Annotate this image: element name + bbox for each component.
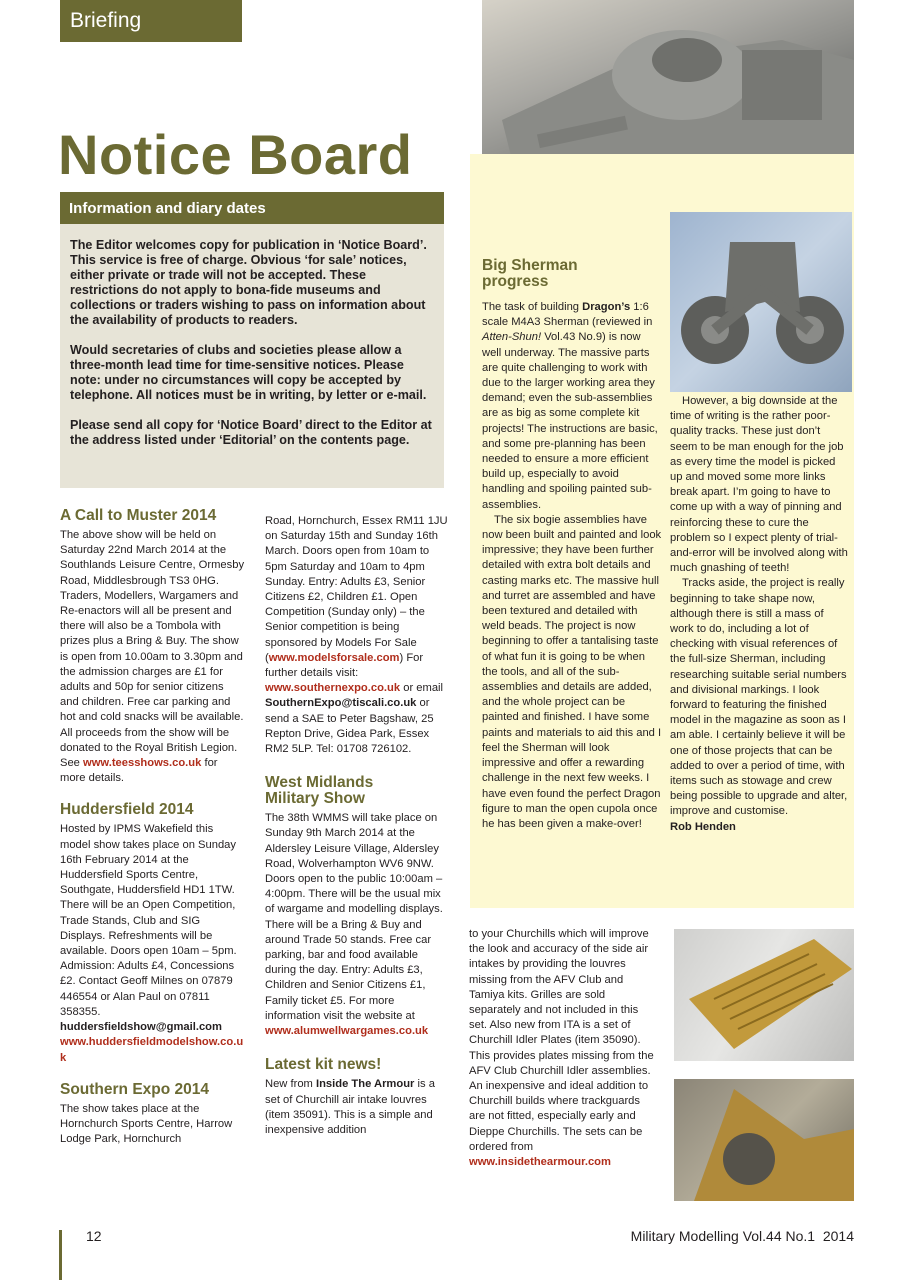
notice-box bbox=[60, 192, 444, 488]
page-number: 12 bbox=[86, 1228, 102, 1244]
modelsforsale-link[interactable]: www.modelsforsale.com bbox=[268, 651, 400, 664]
kit-text bbox=[265, 1077, 450, 1138]
text: is a set of Churchill air intake louvres (item 35091). This is a simple and inexpensive addition bbox=[265, 1078, 435, 1136]
louvres-photo bbox=[674, 929, 854, 1061]
footer-bar bbox=[59, 1230, 62, 1280]
notice-paragraph: Please send all copy for ‘Notice Board’ direct to the Editor at the address listed under ‘Editorial’ on the contents page. bbox=[70, 418, 432, 447]
notice-paragraph: Would secretaries of clubs and societies please allow a three-month lead time for time-sensitive notices. Please note: under no circumstances will copy be accepted by telephone. All notices must be in writing, by letter or e-mail. bbox=[70, 343, 427, 402]
text: or send a SAE to Peter Bagshaw, 25 Repton Drive, Gidea Park, Essex RM2 5LP. Tel: 01708 726102. bbox=[265, 697, 434, 756]
wmms-title: West Midlands Military Show bbox=[265, 774, 374, 808]
notice-header: Information and diary dates bbox=[60, 192, 444, 224]
text: 1:6 scale M4A3 Sherman (reviewed in bbox=[482, 301, 653, 329]
magazine-ref: Atten-Shun! bbox=[482, 331, 542, 344]
text: ) For further details visit: bbox=[265, 651, 424, 680]
brand-dragon: Dragon’s bbox=[582, 301, 631, 313]
sherman-paragraph-4: Tracks aside, the project is really beginning to take shape now, although there is still a mass of work to do, including a lot of checking with visual references of the full-size Sherman, including researching suitable serial numbers and divisional markings. I look forward to featuring the finished model in the magazine as soon as I am able. I certainly believe it will be one of those projects that can be added to over a period of time, with items such as stowage and crew being possible to upgrade and alter, improve and customise. bbox=[670, 577, 848, 818]
text: Vol.43 No.9) is now well underway. The massive parts are quite challenging to work with due to the larger working area they demand; even the sub-assemblies are as big as some complete kit projects! The instructions are basic, and some pre-planning has been needed to ensure a more efficient build up, especially to avoid handling and spoiling painted sub-assemblies. bbox=[482, 331, 658, 511]
kit-news-column bbox=[469, 927, 654, 1170]
inside-the-armour-brand: Inside The Armour bbox=[315, 1078, 415, 1091]
text: Road, Hornchurch, Essex RM11 1JU on Saturday 15th and Sunday 16th March. Doors open from 10am to 5pm Saturday and 10am to 4pm Sunday. Entry: Adults £3, Senior Citizens £2, Children £1. Open Competition (Sunday only) – the Senior competition is being sponsored by Models For Sale ( bbox=[265, 515, 448, 664]
louvres-illustration bbox=[674, 929, 854, 1061]
sherman-title: Big Sherman progress bbox=[482, 257, 578, 290]
huddersfield-email[interactable]: huddersfieldshow@gmail.com bbox=[60, 1021, 222, 1034]
notice-paragraph: The Editor welcomes copy for publication in ‘Notice Board’. This service is free of charge. Obvious ‘for sale’ notices, either private or trade will not be accepted. These restrictions do not apply to bona-fide museums and collections or traders wishing to pass on information about the availability of products to readers. bbox=[70, 238, 427, 327]
southern-title: Southern Expo 2014 bbox=[60, 1080, 210, 1098]
text: The above show will be held on Saturday 22nd March 2014 at the Southlands Leisure Centre, Ormesby Road, Middlesbrough TS3 0HG. Traders, Modellers, Wargamers and Re-enactors will all be present and there will also be a Tombola with prizes plus a Bring & Buy. The show is open from 10.00am to 3.30pm and the admission charges are £1 for adults and 50p for senior citizens and children. Free car parking and hot and cold snacks will be available. All proceeds from the show will be donated to the Royal British Legion. See bbox=[60, 529, 245, 770]
muster-title: A Call to Muster 2014 bbox=[60, 507, 217, 524]
sherman-paragraph-3: However, a big downside at the time of writing is the rather poor-quality tracks. These just don’t seem to be man enough for the job as every time the model is picked up and moved some more links break apart. I’m going to have to come up with a way of pinning and reinforcing these to cure the problem so I expect plenty of trial-and-error will be involved along with much gnashing of teeth! bbox=[670, 395, 848, 575]
southern-text-continued bbox=[265, 514, 450, 757]
southern-text: The show takes place at the Hornchurch Sports Centre, Harrow Lodge Park, Hornchurch bbox=[60, 1102, 233, 1146]
kit-text-continued: to your Churchills which will improve the look and accuracy of the side air intakes by providing the louvres missing from the AFV Club and Tamiya kits. Grilles are sold separately and not included in this set. Also new from ITA is a set of Churchill Idler Plates (item 35090). This provides plates missing from the AFV Club Churchill Idler assemblies. An inexpensive and ideal addition to Churchill builds where trackguards are not fitted, especially early and Dieppe Churchills. The sets can be ordered from bbox=[469, 928, 654, 1153]
teesshows-link[interactable]: www.teesshows.co.uk bbox=[83, 757, 202, 770]
left-column bbox=[60, 508, 245, 1147]
sherman-paragraph-2: The six bogie assemblies have now been built and painted and look impressive; they have been further detailed with extra bolt details and casting marks etc. The massive hull and turret are assembled and have been textured and detailed with weld beads. The project is now beginning to offer a tantalising taste of what fun it is going to be when the tools, and all of the sub-assemblies and details are added, and the whole project can be painted and finished. I have some paints and materials to aid this and I feel the Sherman will look impressive and offer a rewarding challenge in the next few weeks. I have even found the perfect Dragon figure to man the open cupola once he has been given a make-over! bbox=[482, 513, 662, 830]
text: New from bbox=[265, 1078, 316, 1091]
muster-text bbox=[60, 528, 245, 786]
bogie-photo bbox=[670, 212, 852, 392]
southernexpo-link[interactable]: www.southernexpo.co.uk bbox=[265, 682, 401, 695]
text: or email bbox=[400, 682, 444, 695]
huddersfield-link[interactable]: www.huddersfieldmodelshow.co.uk bbox=[60, 1036, 244, 1064]
sherman-author: Rob Henden bbox=[670, 820, 736, 833]
insidethearmour-link[interactable]: www.insidethearmour.com bbox=[469, 1156, 611, 1169]
huddersfield-title: Huddersfield 2014 bbox=[60, 801, 194, 819]
sherman-article-col2 bbox=[670, 394, 850, 835]
idler-plate-illustration bbox=[674, 1079, 854, 1201]
middle-column bbox=[265, 514, 450, 1138]
text: The task of building bbox=[482, 301, 583, 313]
kit-news-title: Latest kit news! bbox=[265, 1056, 382, 1074]
page-title: Notice Board bbox=[58, 123, 413, 186]
idler-plates-photo bbox=[674, 1079, 854, 1201]
wmms-text: The 38th WMMS will take place on Sunday 9th March 2014 at the Aldersley Leisure Village, Aldersley Road, Wolverhampton WV6 9NW. Doors open to the public 10:00am – 4:00pm. There will be the usual mix of wargame and modelling displays. There will be a Bring & Buy and around Trade 50 stands. Free car parking, bar and food available during the day. Entry: Adults £3, Children and Senior Citizens £1, Family ticket £5. For more information visit the website at bbox=[265, 812, 443, 1022]
section-label: Briefing bbox=[60, 0, 242, 42]
alumwell-link[interactable]: www.alumwellwargames.co.uk bbox=[265, 1025, 429, 1038]
text: for more details. bbox=[60, 757, 218, 785]
sherman-article-col1 bbox=[482, 258, 662, 832]
notice-body bbox=[60, 224, 444, 448]
magazine-issue: Military Modelling Vol.44 No.1 2014 bbox=[630, 1228, 854, 1244]
sherman-paragraph-1 bbox=[482, 300, 662, 513]
huddersfield-text: Hosted by IPMS Wakefield this model show takes place on Sunday 16th February 2014 at the Huddersfield Sports Centre, Southgate, Huddersfield HD1 1TW. There will be an Open Competition, Trade Stands, Club and SIG Displays. Refreshments will be available. Doors open 10am – 5pm. Admission: Adults £4, Concessions £2. Contact Geoff Milnes on 07879 446554 or Alan Paul on 07811 358355. bbox=[60, 823, 237, 1018]
bogie-illustration bbox=[670, 212, 852, 392]
southernexpo-email[interactable]: SouthernExpo@tiscali.co.uk bbox=[265, 697, 417, 710]
